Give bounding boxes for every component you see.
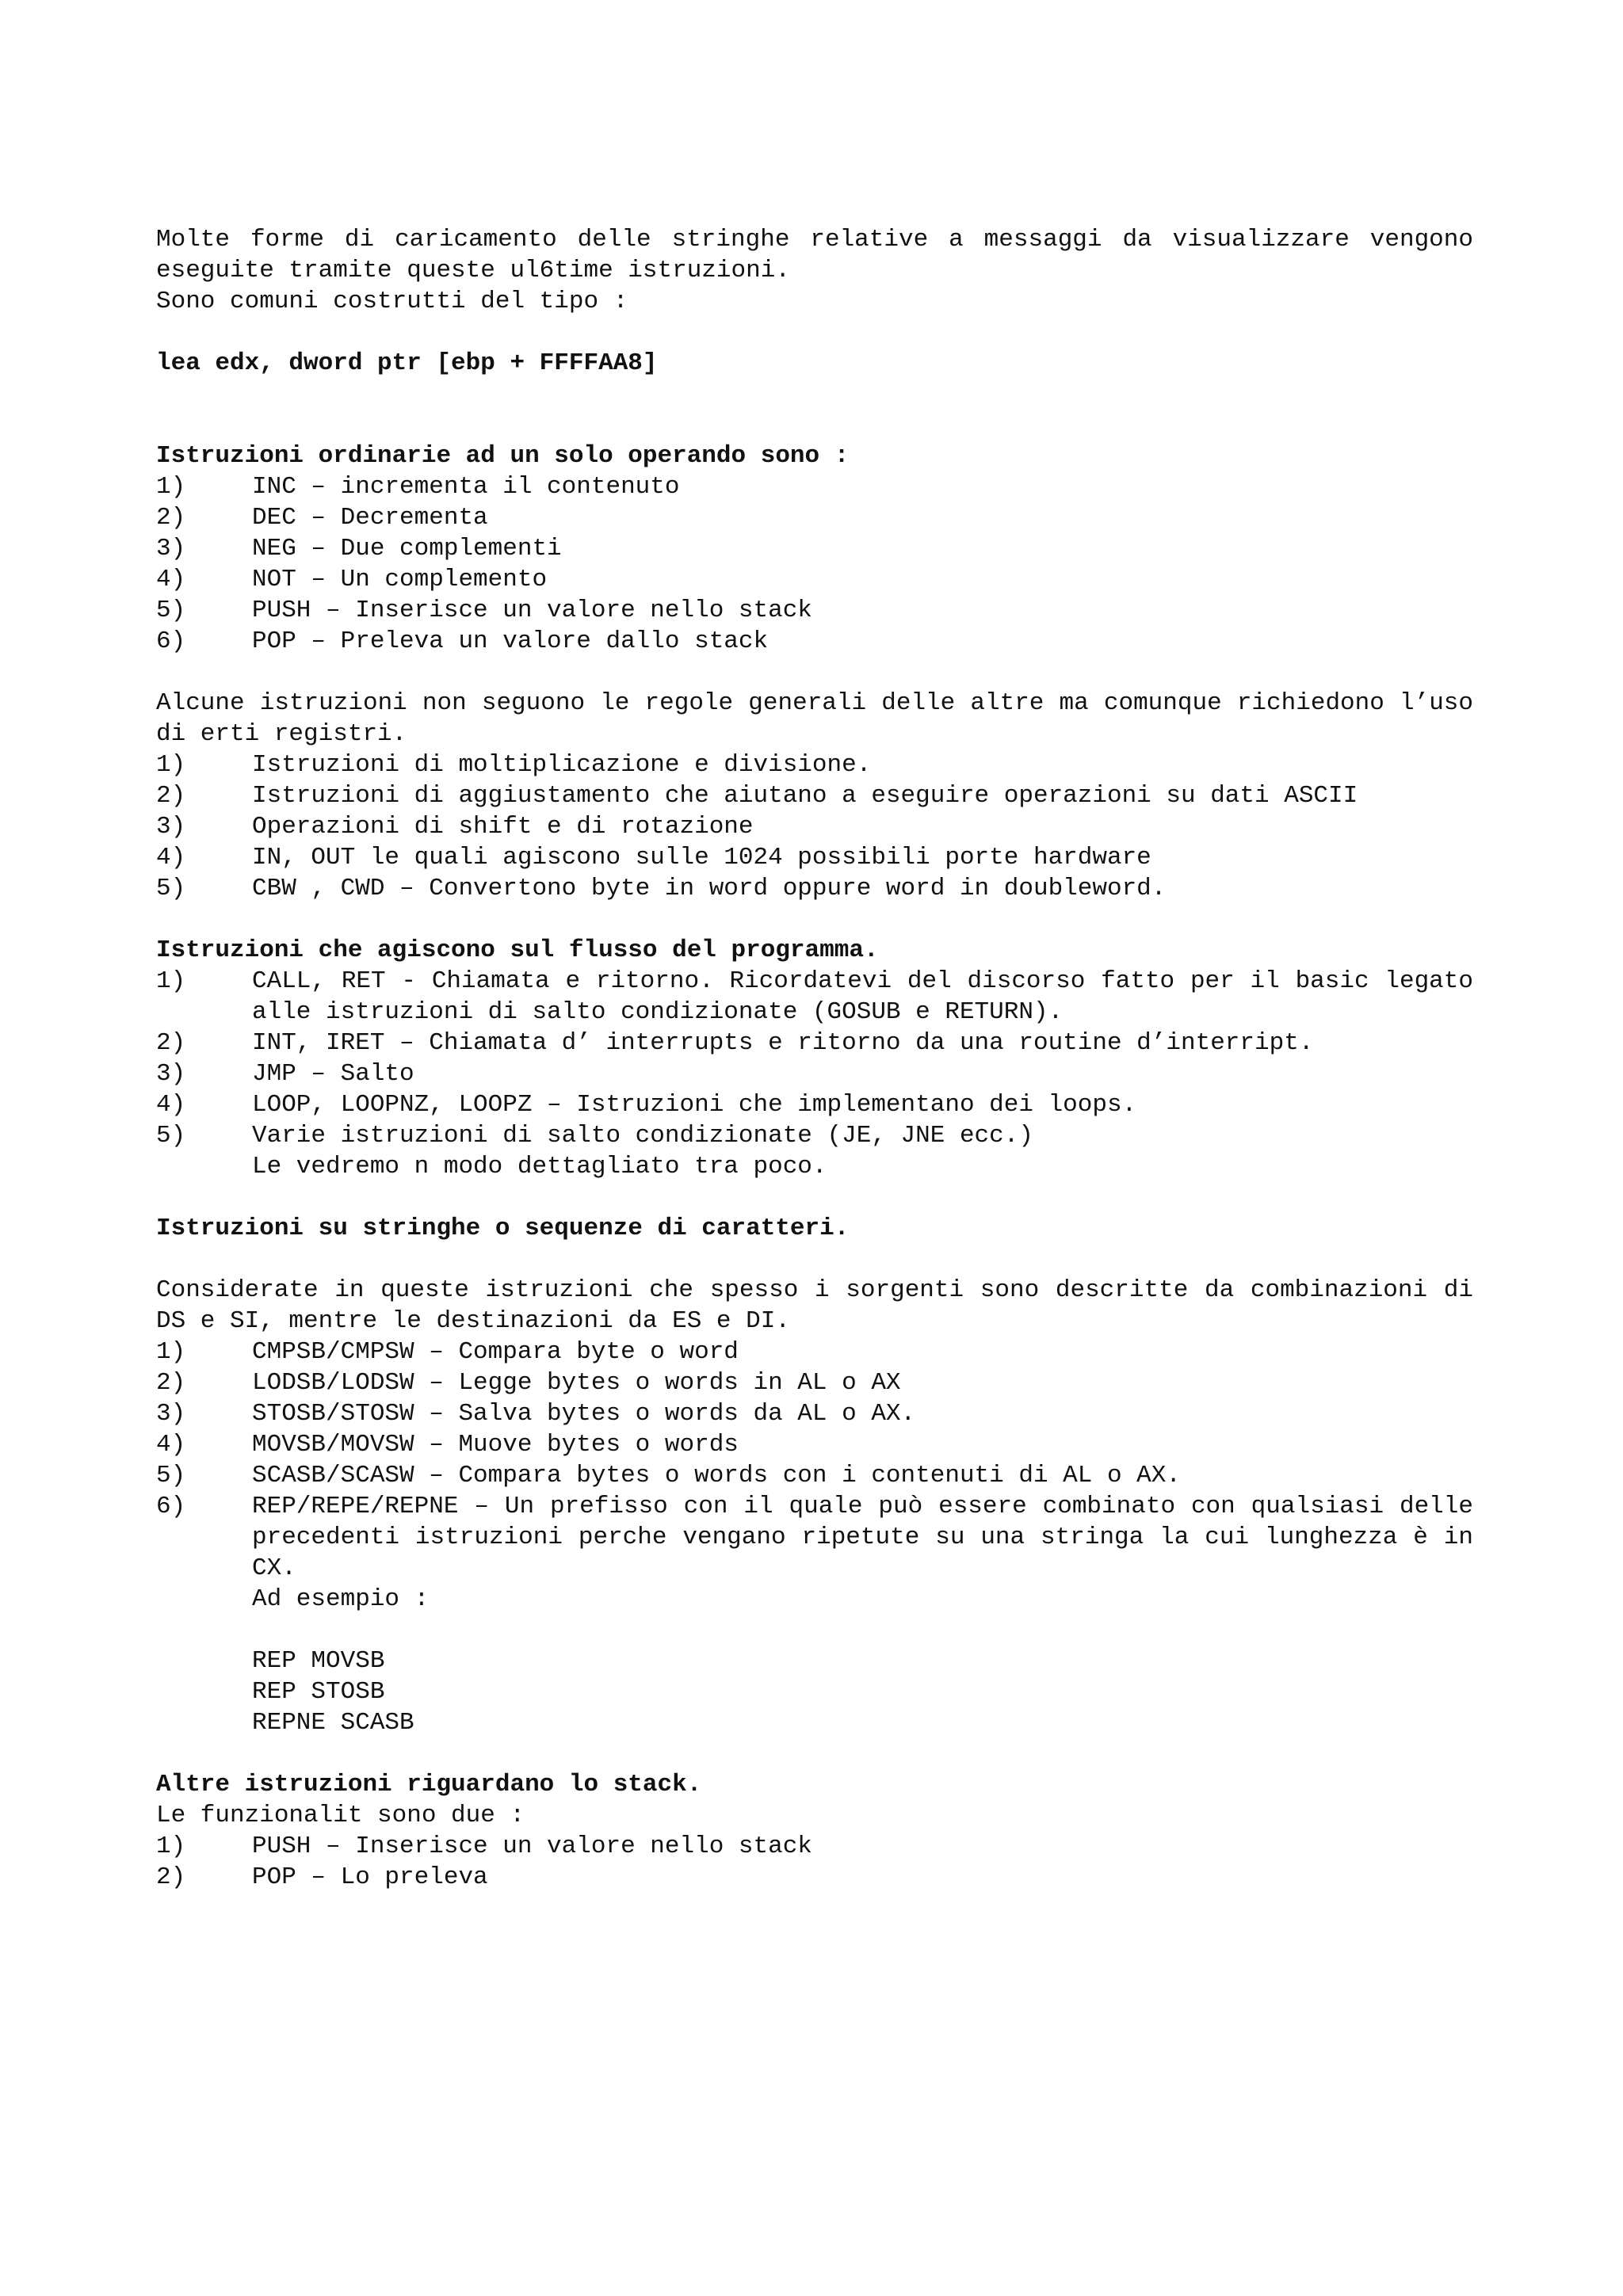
list-text: POP – Preleva un valore dallo stack — [252, 627, 769, 655]
example-code-line: REP STOSB — [252, 1678, 385, 1706]
list-item — [156, 1367, 1473, 1398]
list-number: 4) — [156, 1091, 186, 1119]
list-number: 2) — [156, 504, 186, 532]
stack-intro: Le funzionalit sono due : — [156, 1802, 525, 1829]
code-example: lea edx, dword ptr [ebp + FFFFAA8] — [156, 349, 658, 377]
section-title-stack: Altre istruzioni riguardano lo stack. — [156, 1771, 702, 1798]
list-number: 3) — [156, 1060, 186, 1088]
list-text: IN, OUT le quali agiscono sulle 1024 possibili porte hardware — [252, 844, 1151, 871]
section-title-single-operand: Istruzioni ordinarie ad un solo operando sono : — [156, 442, 850, 470]
list-stack — [156, 1831, 1473, 1893]
list-item — [156, 749, 1473, 780]
list-item — [156, 1460, 1473, 1491]
list-item — [156, 1398, 1473, 1429]
list-item — [156, 811, 1473, 842]
list-text: JMP – Salto — [252, 1060, 414, 1088]
list-number: 2) — [156, 1029, 186, 1057]
section-title-flow: Istruzioni che agiscono sul flusso del programma. — [156, 936, 879, 964]
list-flow — [156, 966, 1473, 1151]
list-number: 5) — [156, 1122, 186, 1150]
list-number: 1) — [156, 751, 186, 779]
section-title-strings: Istruzioni su stringhe o sequenze di caratteri. — [156, 1215, 850, 1242]
list-text: INT, IRET – Chiamata d’ interrupts e ritorno da una routine d’interript. — [252, 1029, 1314, 1057]
list-number: 1) — [156, 473, 186, 501]
special-intro-paragraph: Alcune istruzioni non seguono le regole generali delle altre ma comunque richiedono l’uso di erti registri. — [156, 689, 1473, 748]
list-item — [156, 842, 1473, 873]
list-item — [156, 533, 1473, 564]
list-item — [156, 564, 1473, 595]
list-number: 2) — [156, 1369, 186, 1397]
list-special — [156, 749, 1473, 904]
list-item — [156, 1491, 1473, 1584]
list-text: MOVSB/MOVSW – Muove bytes o words — [252, 1431, 739, 1459]
list-number: 6) — [156, 1493, 186, 1520]
list-item — [156, 1058, 1473, 1089]
list-text: INC – incrementa il contenuto — [252, 473, 680, 501]
list-text: POP – Lo preleva — [252, 1863, 488, 1891]
list-number: 2) — [156, 782, 186, 810]
list-text: CALL, RET - Chiamata e ritorno. Ricordatevi del discorso fatto per il basic legato alle istruzioni di salto condizionate (GOSUB e RETURN). — [252, 967, 1473, 1026]
list-item — [156, 1862, 1473, 1893]
list-text: NEG – Due complementi — [252, 535, 562, 563]
list-number: 2) — [156, 1863, 186, 1891]
list-text: Operazioni di shift e di rotazione — [252, 813, 754, 841]
list-item — [156, 1120, 1473, 1151]
list-text: Varie istruzioni di salto condizionate (JE, JNE ecc.) — [252, 1122, 1033, 1150]
list-text: CBW , CWD – Convertono byte in word oppure word in doubleword. — [252, 875, 1167, 902]
list-text: PUSH – Inserisce un valore nello stack — [252, 1833, 812, 1860]
list-text: REP/REPE/REPNE – Un prefisso con il quale può essere combinato con qualsiasi delle precedenti istruzioni perche vengano ripetute su una stringa la cui lunghezza è in CX. — [252, 1493, 1473, 1582]
list-item — [156, 502, 1473, 533]
list-item — [156, 1028, 1473, 1058]
list-number: 1) — [156, 1833, 186, 1860]
list-item — [156, 1831, 1473, 1862]
list-number: 4) — [156, 844, 186, 871]
list-single-operand — [156, 471, 1473, 657]
list-item — [156, 1337, 1473, 1367]
list-item — [156, 471, 1473, 502]
list-number: 4) — [156, 1431, 186, 1459]
list-item — [156, 1089, 1473, 1120]
list-text: LODSB/LODSW – Legge bytes o words in AL o AX — [252, 1369, 901, 1397]
list-number: 1) — [156, 967, 186, 995]
list-item — [156, 626, 1473, 657]
list-number: 4) — [156, 566, 186, 593]
document-page — [156, 224, 1473, 1893]
list-item — [156, 873, 1473, 904]
list-number: 5) — [156, 875, 186, 902]
strings-intro-paragraph: Considerate in queste istruzioni che spesso i sorgenti sono descritte da combinazioni di DS e SI, mentre le destinazioni da ES e DI. — [156, 1276, 1473, 1335]
list-text: SCASB/SCASW – Compara bytes o words con i contenuti di AL o AX. — [252, 1462, 1181, 1489]
intro-paragraph-2: Sono comuni costrutti del tipo : — [156, 288, 628, 315]
list-strings — [156, 1337, 1473, 1584]
list-number: 3) — [156, 1400, 186, 1428]
list-text: NOT – Un complemento — [252, 566, 548, 593]
list-number: 1) — [156, 1338, 186, 1366]
example-code-line: REPNE SCASB — [252, 1709, 414, 1737]
list-item — [156, 595, 1473, 626]
list-text: STOSB/STOSW – Salva bytes o words da AL o AX. — [252, 1400, 916, 1428]
list-text: Istruzioni di moltiplicazione e divisione. — [252, 751, 872, 779]
list-number: 6) — [156, 627, 186, 655]
list-item — [156, 780, 1473, 811]
example-code-line: REP MOVSB — [252, 1647, 385, 1675]
list-text: DEC – Decrementa — [252, 504, 488, 532]
intro-paragraph: Molte forme di caricamento delle stringhe relative a messaggi da visualizzare vengono eseguite tramite queste ul6time istruzioni. — [156, 226, 1473, 284]
list-number: 5) — [156, 597, 186, 624]
example-label: Ad esempio : — [252, 1585, 430, 1613]
list-item — [156, 966, 1473, 1028]
list-text: CMPSB/CMPSW – Compara byte o word — [252, 1338, 739, 1366]
list-text: PUSH – Inserisce un valore nello stack — [252, 597, 812, 624]
list-number: 3) — [156, 535, 186, 563]
list-text: LOOP, LOOPNZ, LOOPZ – Istruzioni che implementano dei loops. — [252, 1091, 1137, 1119]
list-item-continuation: Le vedremo n modo dettagliato tra poco. — [252, 1153, 827, 1180]
list-text: Istruzioni di aggiustamento che aiutano a eseguire operazioni su dati ASCII — [252, 782, 1358, 810]
list-number: 3) — [156, 813, 186, 841]
list-item — [156, 1429, 1473, 1460]
list-number: 5) — [156, 1462, 186, 1489]
